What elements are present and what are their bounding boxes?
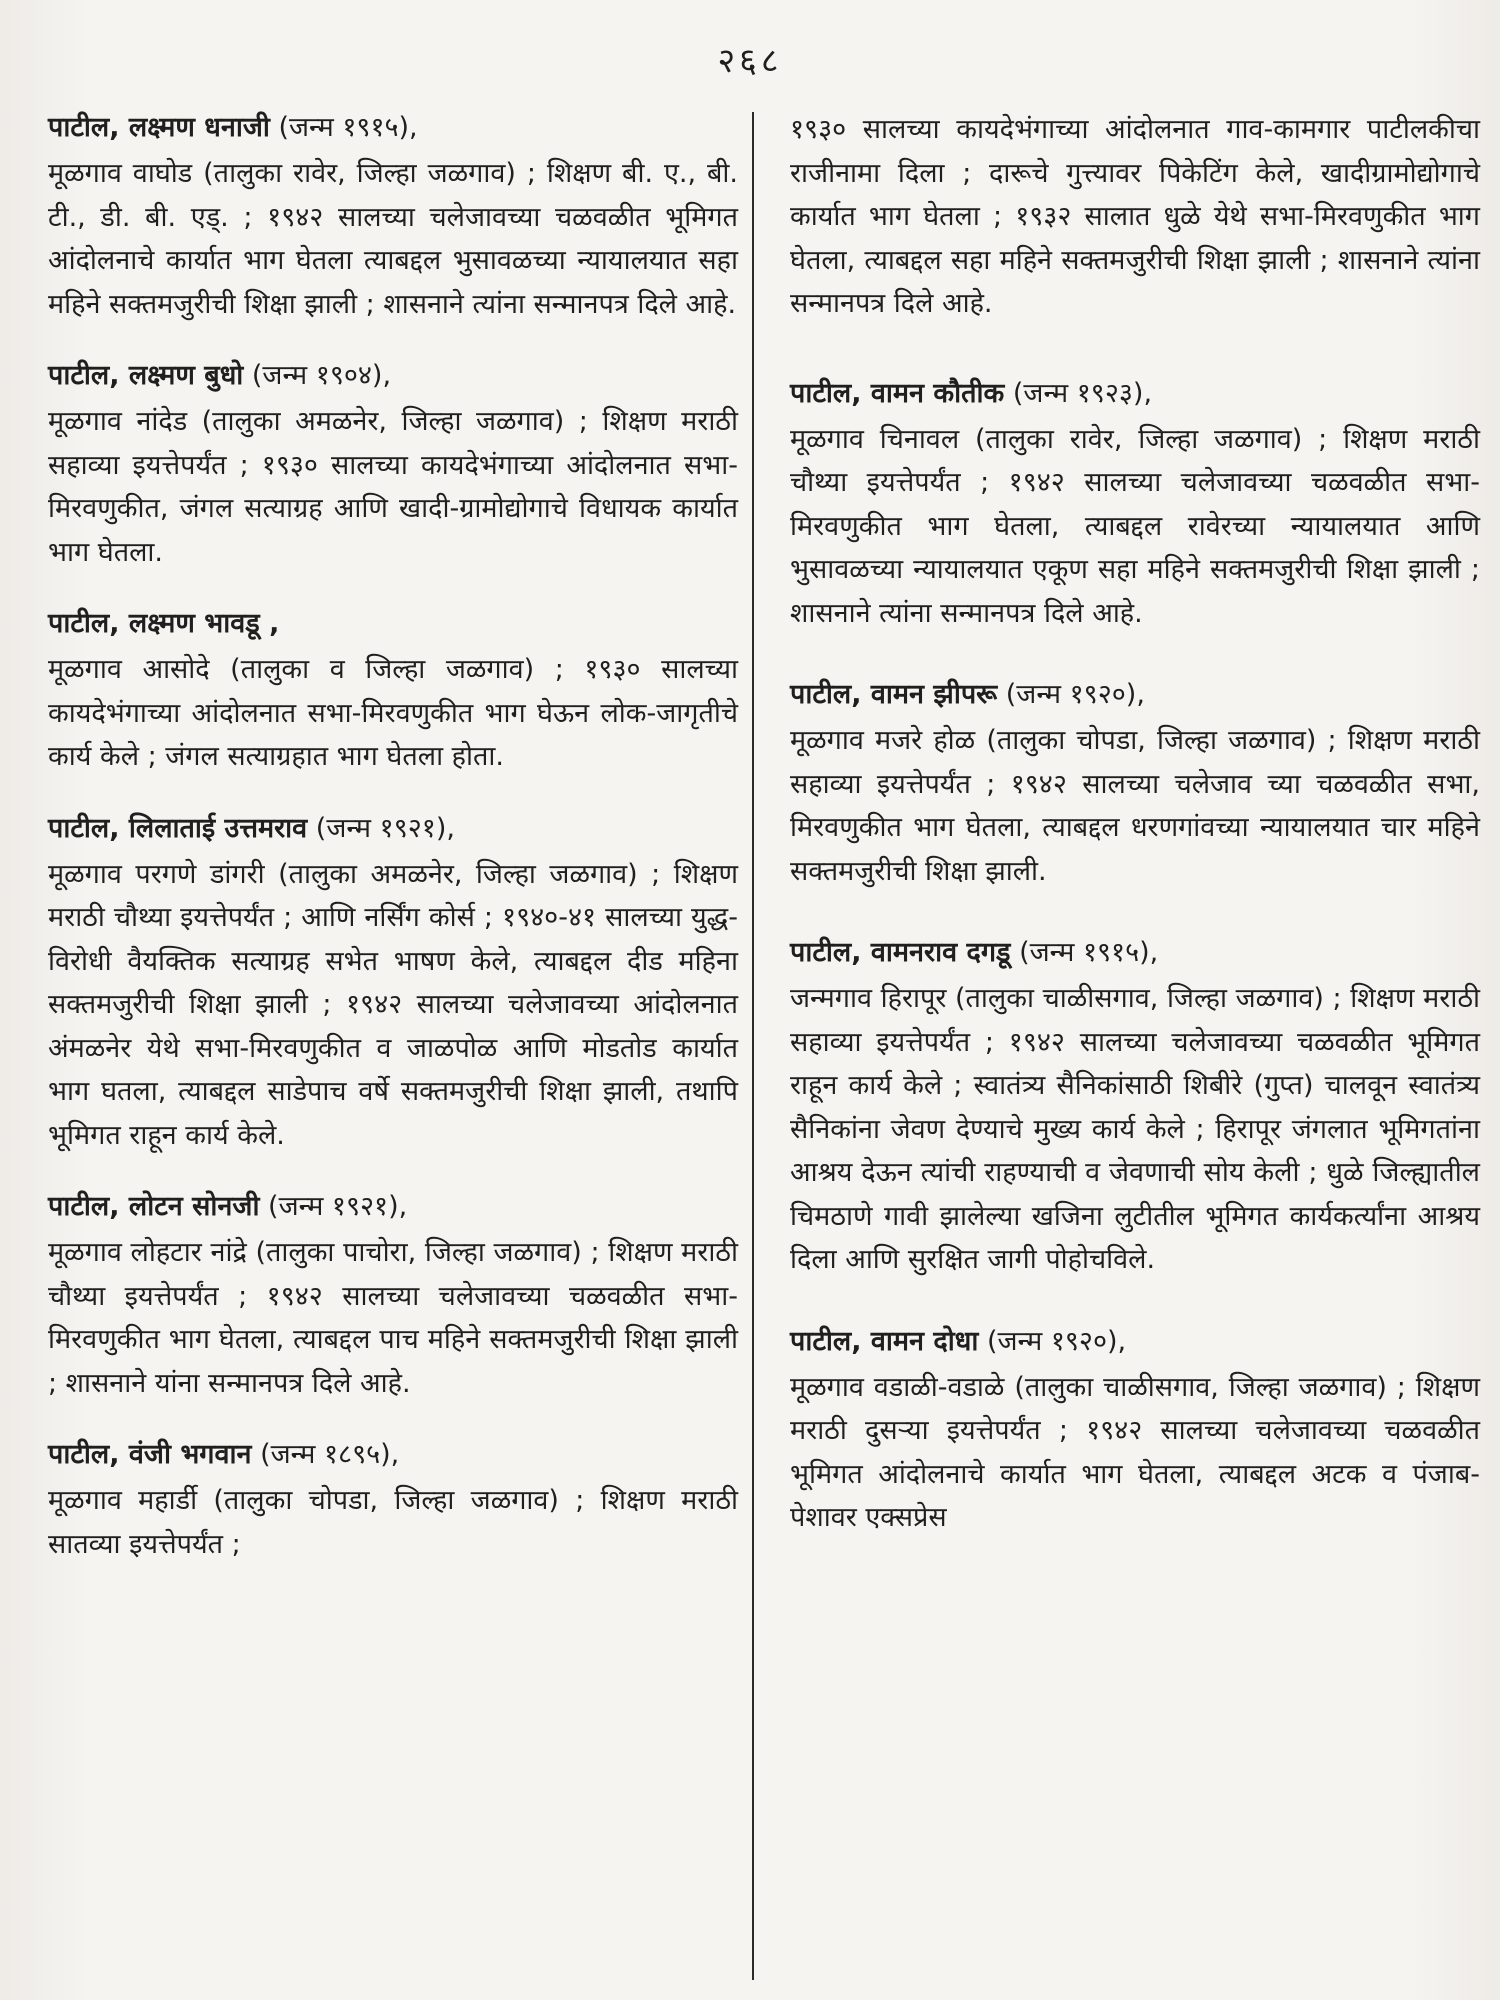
entry-body: मूळगाव नांदेड (तालुका अमळनेर, जिल्हा जळगाव) ; शिक्षण मराठी सहाव्या इयत्तेपर्यंत ; १९३० सालच्या कायदेभंगाच्या आंदोलनात सभा-मिरवणुकीत, जंगल सत्याग्रह आणि खादी-ग्रामोद्योगाचे विधायक कार्यात भाग घेतला. <box>48 406 738 568</box>
entry-heading <box>790 374 1480 414</box>
entry-heading <box>48 356 738 396</box>
entry-name: पाटील, लक्ष्मण बुधो <box>48 360 244 391</box>
entry <box>48 108 738 326</box>
entry-heading <box>790 675 1480 715</box>
entry <box>790 933 1480 1282</box>
entry-birth: (जन्म १९२१), <box>315 812 455 844</box>
entry-birth: (जन्म १९२१), <box>268 1191 408 1222</box>
entry-body: मूळगाव महार्डी (तालुका चोपडा, जिल्हा जळगाव) ; शिक्षण मराठी सातव्या इयत्तेपर्यंत ; <box>48 1485 738 1560</box>
entry-body: जन्मगाव हिरापूर (तालुका चाळीसगाव, जिल्हा जळगाव) ; शिक्षण मराठी सहाव्या इयत्तेपर्यंत ; १९४२ सालच्या चलेजावच्या चळवळीत भूमिगत राहून कार्य केले ; स्वातंत्र्य सैनिकांसाठी शिबीरे (गुप्त) चालवून स्वातंत्र्य सैनिकांना जेवण देण्याचे मुख्य कार्य केले ; हिरापूर जंगलात भूमिगतांना आश्रय देऊन त्यांची राहण्याची व जेवणाची सोय केली ; धुळे जिल्ह्यातील चिमठाणे गावी झालेल्या खजिना लुटीतील भूमिगत कार्यकर्त्यांना आश्रय दिला आणि सुरक्षित जागी पोहोचविले. <box>790 983 1480 1275</box>
entry-body: मूळगाव चिनावल (तालुका रावेर, जिल्हा जळगाव) ; शिक्षण मराठी चौथ्या इयत्तेपर्यंत ; १९४२ सालच्या चलेजावच्या चळवळीत सभा-मिरवणुकीत भाग घेतला, त्याबद्दल रावेरच्या न्यायालयात आणि भुसावळच्या न्यायालयात एकूण सहा महिने सक्तमजुरीची शिक्षा झाली ; शासनाने त्यांना सन्मानपत्र दिले आहे. <box>790 423 1480 629</box>
entry-name: पाटील, लिलाताई उत्तमराव <box>48 812 308 844</box>
left-column <box>48 108 738 1596</box>
entry-heading <box>48 1435 738 1475</box>
entry-body: मूळगाव वडाळी-वडाळे (तालुका चाळीसगाव, जिल्हा जळगाव) ; शिक्षण मराठी दुसऱ्या इयत्तेपर्यंत ; १९४२ सालच्या चलेजावच्या चळवळीत भूमिगत आंदोलनाचे कार्यात भाग घेतला, त्याबद्दल अटक व पंजाब-पेशावर एक्सप्रेस <box>790 1371 1480 1533</box>
entry-heading <box>48 108 738 148</box>
column-divider <box>752 112 754 1980</box>
entry-birth: (जन्म १९१५), <box>1019 937 1159 968</box>
entry-name: पाटील, वंजी भगवान <box>48 1439 252 1470</box>
entry <box>48 1187 738 1405</box>
entry <box>790 675 1480 893</box>
entry-body: मूळगाव वाघोड (तालुका रावेर, जिल्हा जळगाव) ; शिक्षण बी. ए., बी. टी., डी. बी. एड्. ; १९४२ सालच्या चलेजावच्या चळवळीत भूमिगत आंदोलनाचे कार्यात भाग घेतला त्याबद्दल भुसावळच्या न्यायालयात सहा महिने सक्तमजुरीची शिक्षा झाली ; शासनाने त्यांना सन्मानपत्र दिले आहे. <box>48 158 738 320</box>
entry-body: मूळगाव मजरे होळ (तालुका चोपडा, जिल्हा जळगाव) ; शिक्षण मराठी सहाव्या इयत्तेपर्यंत ; १९४२ सालच्या चलेजाव च्या चळवळीत सभा, मिरवणुकीत भाग घेतला, त्याबद्दल धरणगांवच्या न्यायालयात चार महिने सक्तमजुरीची शिक्षा झाली. <box>790 725 1480 887</box>
entry <box>48 1435 738 1566</box>
entry <box>790 374 1480 636</box>
continued-entry <box>790 108 1480 326</box>
entry-name: पाटील, वामन कौतीक <box>790 377 1005 409</box>
entry-name: पाटील, लक्ष्मण भावडू , <box>48 608 280 639</box>
entry <box>48 604 738 779</box>
entry-heading <box>790 933 1480 973</box>
entry-birth: (जन्म १९०४), <box>251 360 392 391</box>
entry-name: पाटील, वामन झीपरू <box>790 679 998 710</box>
entry-birth: (जन्म १८९५), <box>260 1439 400 1470</box>
entry-body: मूळगाव लोहटार नांद्रे (तालुका पाचोरा, जिल्हा जळगाव) ; शिक्षण मराठी चौथ्या इयत्तेपर्यंत ; १९४२ सालच्या चलेजावच्या चळवळीत सभा-मिरवणुकीत भाग घेतला, त्याबद्दल पाच महिने सक्तमजुरीची शिक्षा झाली ; शासनाने यांना सन्मानपत्र दिले आहे. <box>48 1237 738 1399</box>
entry <box>48 809 738 1158</box>
entry-heading <box>48 1187 738 1227</box>
entry-name: पाटील, लोटन सोनजी <box>48 1191 260 1222</box>
entry-birth: (जन्म १९१५), <box>278 112 418 143</box>
entry-name: पाटील, वामनराव दगडू <box>790 937 1011 968</box>
entry-heading <box>48 809 738 849</box>
entry-birth: (जन्म १९२०), <box>986 1325 1127 1357</box>
entry-name: पाटील, वामन दोधा <box>790 1325 979 1357</box>
entry-body: मूळगाव आसोदे (तालुका व जिल्हा जळगाव) ; १९३० सालच्या कायदेभंगाच्या आंदोलनात सभा-मिरवणुकीत भाग घेऊन लोक-जागृतीचे कार्य केले ; जंगल सत्याग्रहात भाग घेतला होता. <box>48 654 738 772</box>
entry <box>790 1322 1480 1540</box>
entry-body: १९३० सालच्या कायदेभंगाच्या आंदोलनात गाव-कामगार पाटीलकीचा राजीनामा दिला ; दारूचे गुत्त्यावर पिकेटिंग केले, खादीग्रामोद्योगाचे कार्यात भाग घेतला ; १९३२ सालात धुळे येथे सभा-मिरवणुकीत भाग घेतला, त्याबद्दल सहा महिने सक्तमजुरीची शिक्षा झाली ; शासनाने त्यांना सन्मानपत्र दिले आहे. <box>790 114 1480 319</box>
entry-body: मूळगाव परगणे डांगरी (तालुका अमळनेर, जिल्हा जळगाव) ; शिक्षण मराठी चौथ्या इयत्तेपर्यंत ; आणि नर्सिंग कोर्स ; १९४०-४१ सालच्या युद्ध-विरोधी वैयक्तिक सत्याग्रह सभेत भाषण केले, त्याबद्दल दीड महिना सक्तमजुरीची शिक्षा झाली ; १९४२ सालच्या चलेजावच्या आंदोलनात अंमळनेर येथे सभा-मिरवणुकीत व जाळपोळ आणि मोडतोड कार्यात भाग घतला, त्याबद्दल साडेपाच वर्षे सक्तमजुरीची शिक्षा झाली, तथापि भूमिगत राहून कार्य केले. <box>48 858 738 1151</box>
entry-heading <box>48 604 738 644</box>
entry <box>48 356 738 574</box>
entry-birth: (जन्म १९२०), <box>1005 679 1145 710</box>
entry-heading <box>790 1322 1480 1362</box>
right-column <box>790 108 1480 1580</box>
page-number: २६८ <box>717 41 783 81</box>
entry-name: पाटील, लक्ष्मण धनाजी <box>48 112 270 143</box>
entry-birth: (जन्म १९२३), <box>1012 377 1153 409</box>
